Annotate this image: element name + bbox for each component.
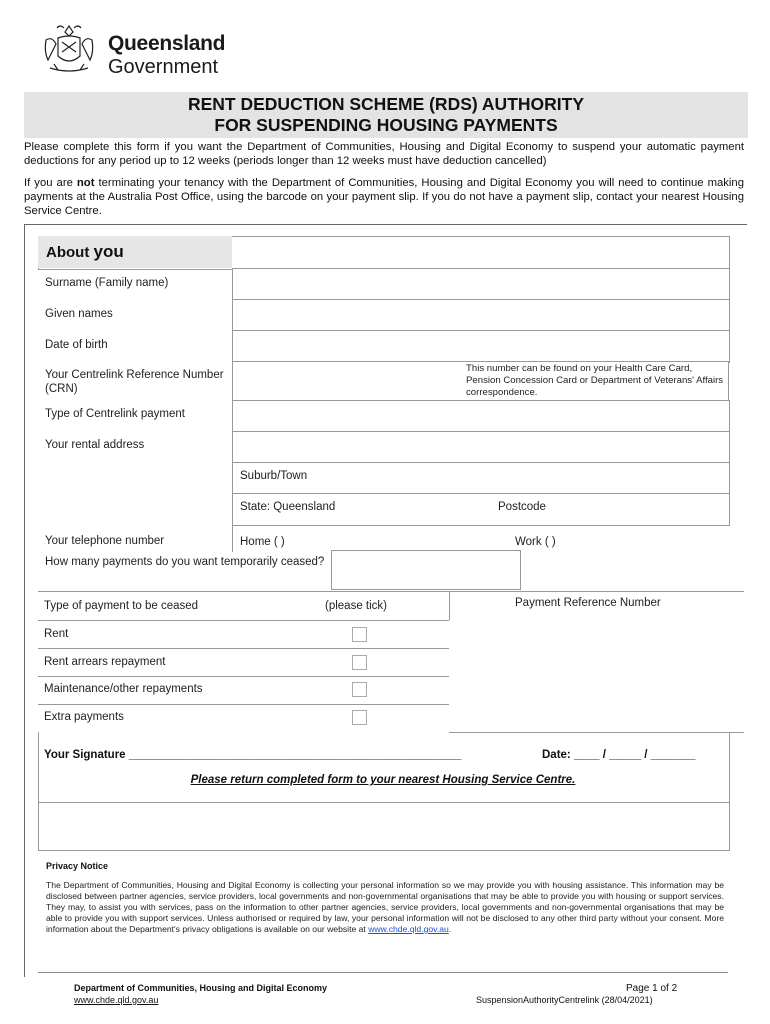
privacy-end: . — [448, 924, 452, 934]
intro-prefix: If you are — [24, 177, 77, 189]
state-label: State: Queensland — [240, 501, 336, 513]
extra-payments-checkbox[interactable] — [352, 710, 367, 725]
crn-label: Your Centrelink Reference Number (CRN) — [45, 369, 224, 395]
surname-label: Surname (Family name) — [45, 277, 169, 289]
logo-government: Government — [108, 56, 219, 78]
suburb-label: Suburb/Town — [240, 470, 308, 482]
rent-arrears-checkbox[interactable] — [352, 655, 367, 670]
about-title-a: About — [46, 244, 94, 261]
home-phone-label[interactable]: Home ( ) — [240, 536, 285, 548]
privacy-link[interactable]: www.chde.qld.gov.au — [368, 924, 449, 934]
phone-divider — [232, 524, 233, 552]
rental-address-field[interactable] — [232, 431, 730, 464]
work-phone-label[interactable]: Work ( ) — [515, 536, 556, 548]
signature-line[interactable]: Your Signature ____________________________________________________ — [44, 749, 462, 761]
privacy-text — [46, 880, 724, 935]
rent-checkbox[interactable] — [352, 627, 367, 642]
return-instruction: Please return completed form to your nearest Housing Service Centre. — [190, 774, 576, 786]
col-payment-reference: Payment Reference Number — [515, 597, 661, 609]
how-many-label: How many payments do you want temporarily ceased? — [45, 556, 325, 568]
extra-reference-field[interactable] — [449, 704, 744, 733]
payment-row-rent-arrears: Rent arrears repayment — [44, 656, 166, 668]
footer-page-number: Page 1 of 2 — [626, 983, 678, 994]
footer-rule — [38, 972, 728, 973]
privacy-body: The Department of Communities, Housing and Digital Economy is collecting your personal information so we may provide you with housing assistance. This information may be disclosed between partner agencies, service providers, local governments and non-governmental organisations that may be able to provide you with housing or support services. They may, to assist you with services, pass on the information to other partner agencies, service providers, local governments and non-governmental organisations that may be able to provide you with support services. Unless authorised or required by law, your personal information will not be disclosed to any other third party without your consent. More information about the Department's privacy obligations is available on our website at — [46, 880, 724, 934]
intro-paragraph-2 — [24, 176, 744, 218]
date-line[interactable]: Date: ____ / _____ / _______ — [542, 749, 696, 761]
rent-reference-field[interactable] — [449, 620, 744, 649]
payment-row-extra: Extra payments — [44, 711, 124, 723]
about-title-b: you — [93, 242, 124, 261]
footer-reference: SuspensionAuthorityCentrelink (28/04/2021) — [476, 995, 653, 1005]
dob-field[interactable] — [232, 330, 730, 363]
dob-label: Date of birth — [45, 339, 108, 351]
payment-row-maintenance: Maintenance/other repayments — [44, 683, 203, 695]
payments-count-field[interactable] — [331, 550, 521, 590]
intro-rest: terminating your tenancy with the Department of Communities, Housing and Digital Economy you will need to continue making payments at the Australia Post Office, using the barcode on your payment slip. If you do not have a payment slip, contact your nearest Housing Service Centre. — [24, 177, 744, 217]
maintenance-reference-field[interactable] — [449, 676, 744, 705]
blank-block — [38, 802, 730, 851]
postcode-label: Postcode — [498, 501, 546, 513]
about-bottom-rule — [38, 591, 744, 592]
payment-type-label: Type of Centrelink payment — [45, 408, 185, 420]
col-please-tick: (please tick) — [325, 600, 387, 612]
title-line-1: RENT DEDUCTION SCHEME (RDS) AUTHORITY — [187, 94, 584, 114]
intro-paragraph-1: Please complete this form if you want the Department of Communities, Housing and Digital Economy to suspend your automatic payment deductions for any period up to 12 weeks (periods longer than 12 weeks must have deduction cancelled) — [24, 141, 744, 167]
maintenance-checkbox[interactable] — [352, 682, 367, 697]
rent-arrears-reference-field[interactable] — [449, 648, 744, 677]
payment-row-rent: Rent — [44, 628, 69, 640]
logo-queensland: Queensland — [108, 32, 226, 55]
crn-field[interactable] — [232, 361, 461, 402]
queensland-crest-icon — [40, 22, 98, 78]
signature-block — [38, 732, 730, 803]
payment-type-field[interactable] — [232, 400, 730, 433]
given-names-field[interactable] — [232, 299, 730, 332]
footer-url[interactable]: www.chde.qld.gov.au — [74, 995, 159, 1005]
privacy-title: Privacy Notice — [46, 861, 109, 871]
telephone-label: Your telephone number — [45, 535, 165, 547]
intro-bold-not: not — [76, 177, 95, 189]
footer-department: Department of Communities, Housing and Digital Economy — [74, 983, 328, 993]
crn-note: This number can be found on your Health Care Card, Pension Concession Card or Department of Veterans' Affairs correspondence. — [466, 363, 724, 398]
rental-address-label: Your rental address — [45, 439, 145, 451]
about-section-title — [46, 242, 124, 262]
page-title — [24, 92, 748, 138]
title-line-2: FOR SUSPENDING HOUSING PAYMENTS — [214, 115, 558, 135]
col-payment-type: Type of payment to be ceased — [44, 600, 199, 612]
surname-field[interactable] — [232, 268, 730, 301]
given-names-label: Given names — [45, 308, 113, 320]
